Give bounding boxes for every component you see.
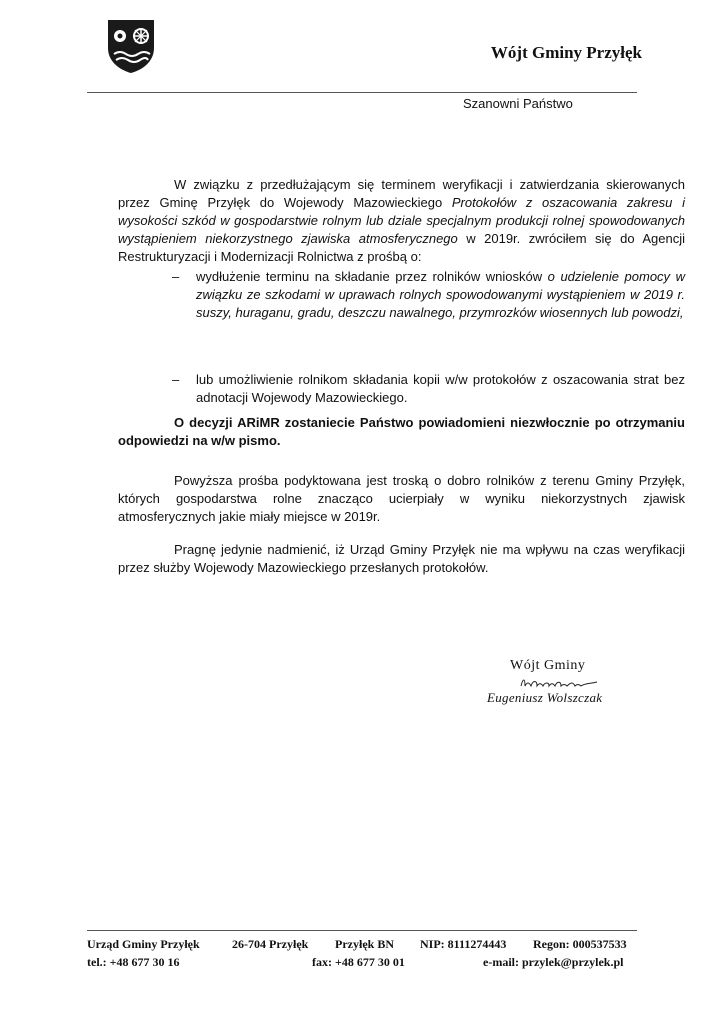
footer-nip: NIP: 8111274443: [420, 937, 507, 951]
paragraph-remark: Pragnę jedynie nadmienić, iż Urząd Gminy Przyłęk nie ma wpływu na czas weryfikacji przez służby Wojewody Mazowieckiego przesłanych protokołów.: [118, 542, 685, 575]
header-divider: [87, 92, 637, 93]
list-item-text: lub umożliwienie rolnikom składania kopii w/w protokołów z oszacowania strat bez adnotacji Wojewody Mazowieckiego.: [196, 372, 685, 405]
footer-divider: [87, 930, 637, 931]
paragraph-intro-text-a: W związku z przedłużającym się terminem weryfikacji i zatwierdzania skierowanych przez Gminę Przyłęk do Wojewody Mazowieckiego: [118, 177, 685, 210]
list-item-italic: o udzielenie pomocy w związku ze szkodami w uprawach rolnych spowodowanymi wystąpieniem w 2019 r. suszy, huraganu, gradu, deszczu nawalnego, przymrozków wiosennych lub powodzi,: [196, 269, 685, 320]
list-item: [172, 371, 685, 407]
footer-office: Urząd Gminy Przyłęk: [87, 937, 200, 951]
footer-phone: tel.: +48 677 30 16: [87, 955, 180, 969]
paragraph-reason: Powyższa prośba podyktowana jest troską o dobro rolników z terenu Gminy Przyłęk, których gospodarstwa rolne znacząco ucierpiały w wyniku niekorzystnych zjawisk atmosferycznych jakie miały miejsce w 2019r.: [118, 473, 685, 524]
coat-of-arms-icon: [106, 18, 156, 74]
letterhead-title: Wójt Gminy Przyłęk: [490, 43, 642, 62]
salutation: Szanowni Państwo: [463, 96, 573, 111]
paragraph-intro-text-b: w 2019r. zwróciłem się do Agencji Restrukturyzacji i Modernizacji Rolnictwa z prośbą o:: [118, 231, 686, 264]
footer-city: Przyłęk BN: [335, 937, 394, 951]
list-dash: –: [172, 269, 180, 284]
footer-address: 26-704 Przyłęk: [232, 937, 309, 951]
list-dash: –: [172, 372, 180, 387]
bold-notice: O decyzji ARiMR zostaniecie Państwo powiadomieni niezwłocznie po otrzymaniu odpowiedzi na w/w pismo.: [118, 415, 685, 448]
list-item: [172, 268, 685, 322]
list-item-text: wydłużenie terminu na składanie przez rolników wniosków: [196, 269, 548, 284]
footer-regon: Regon: 000537533: [533, 937, 627, 951]
paragraph-intro: [118, 176, 685, 266]
signature-title: Wójt Gminy: [510, 658, 586, 673]
paragraph-intro-italic: Protokołów z oszacowania zakresu i wysokości szkód w gospodarstwie rolnym lub dziale specjalnym produkcji rolnej spowodowanych wystąpieniem niekorzystnego zjawiska atmosferycznego: [118, 195, 685, 246]
footer-email[interactable]: e-mail: przylek@przylek.pl: [483, 955, 624, 969]
footer-fax: fax: +48 677 30 01: [312, 955, 405, 969]
signatory-name: Eugeniusz Wolszczak: [487, 690, 603, 705]
